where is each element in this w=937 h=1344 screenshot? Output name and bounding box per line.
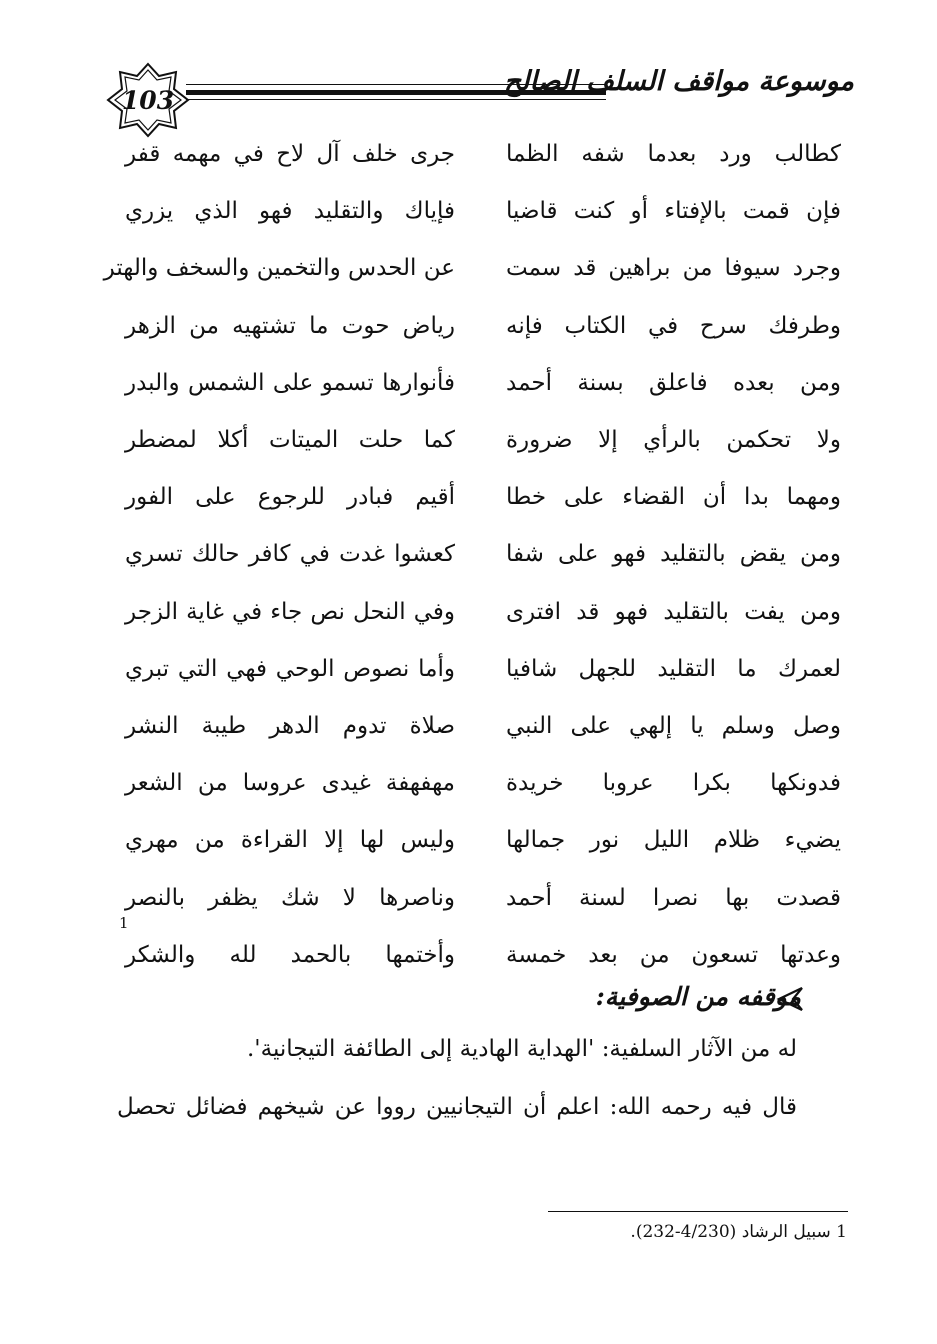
verse-first-hemistich: كطالب ورد بعدما شفه الظما: [506, 141, 841, 167]
verse: [0, 935, 937, 975]
section-heading: موقفه من الصوفية:: [595, 982, 801, 1011]
verse-second-hemistich: كعشوا غدت في كافر حالك تسري: [125, 541, 455, 567]
body-paragraph: قال فيه رحمه الله: اعلم أن التيجانيين رووا عن شيخهم فضائل تحصل: [117, 1094, 797, 1120]
page-number-badge: [106, 62, 190, 138]
verse: [0, 706, 937, 746]
verse-second-hemistich: وأما نصوص الوحي فهي التي تبري: [125, 656, 455, 682]
verse: [0, 820, 937, 860]
verse: [0, 534, 937, 574]
verse: [0, 306, 937, 346]
verse: [0, 878, 937, 918]
verse-first-hemistich: قصدت بها نصرا لسنة أحمد: [506, 885, 841, 911]
verse: [0, 477, 937, 517]
verse-first-hemistich: ومن يقض بالتقليد فهو على شفا: [506, 541, 841, 567]
verse-second-hemistich: كما حلت الميتات أكلا لمضطر: [125, 427, 455, 453]
verse-second-hemistich: فأنوارها تسمو على الشمس والبدر: [125, 370, 455, 396]
verse-second-hemistich: عن الحدس والتخمين والسخف والهتر: [103, 255, 455, 281]
verse-first-hemistich: فدونكها بكرا عروبا خريدة: [506, 770, 841, 796]
verse-second-hemistich: وليس لها إلا القراءة من مهري: [125, 827, 455, 853]
verse-second-hemistich: رياض حوت ما تشتهيه من الزهر: [125, 313, 455, 339]
book-title: موسوعة مواقف السلف الصالح: [503, 66, 854, 97]
verse-first-hemistich: ولا تحكمن بالرأي إلا ضرورة: [506, 427, 841, 453]
verse: [0, 363, 937, 403]
verse-first-hemistich: يضيء ظلام الليل نور جمالها: [506, 827, 841, 853]
verse-first-hemistich: وطرفك سرح في الكتاب فإنه: [506, 313, 841, 339]
verse: [0, 649, 937, 689]
verse: [0, 763, 937, 803]
verse-first-hemistich: وصل وسلم يا إلهي على النبي: [506, 713, 841, 739]
verse-second-hemistich: وفي النحل نص جاء في غاية الزجر: [125, 599, 455, 625]
verse-second-hemistich: صلاة تدوم الدهر طيبة النشر: [125, 713, 455, 739]
body-paragraph: له من الآثار السلفية: 'الهداية الهادية إلى الطائفة التيجانية'.: [246, 1036, 797, 1062]
verse-second-hemistich: فإياك والتقليد فهو الذي يزري: [125, 198, 455, 224]
verse-first-hemistich: لعمرك ما التقليد للجهل شافيا: [506, 656, 841, 682]
verse-second-hemistich: مهفهفة غيدى عروسا من الشعر: [125, 770, 455, 796]
verse-first-hemistich: وعدتها تسعون من بعد خمسة: [506, 942, 841, 968]
verse: [0, 134, 937, 174]
verse-first-hemistich: ومن يفت بالتقليد فهو قد افترى: [506, 599, 841, 625]
footnote-separator: [548, 1211, 848, 1212]
verse: [0, 592, 937, 632]
header-rule-bottom: [186, 99, 606, 100]
verse-first-hemistich: فإن قمت بالإفتاء أو كنت قاضيا: [506, 198, 841, 224]
verse-first-hemistich: ومهما بدا أن القضاء على خطا: [506, 484, 841, 510]
verse: [0, 191, 937, 231]
verse-second-hemistich: جرى خلف آل لاح في مهمه قفر: [125, 141, 455, 167]
page-number: 103: [121, 86, 175, 115]
verse-first-hemistich: ومن بعده فاعلق بسنة أحمد: [506, 370, 841, 396]
verse-second-hemistich: أقيم فبادر للرجوع على الفور: [125, 484, 455, 510]
verse: [0, 248, 937, 288]
verse: [0, 420, 937, 460]
verse-second-hemistich: وأختمها بالحمد لله والشكر: [125, 942, 455, 968]
verse-second-hemistich: وناصرها لا شك يظفر بالنصر: [125, 885, 455, 911]
verse-first-hemistich: وجرد سيوفا من براهين قد سمت: [506, 255, 841, 281]
footnote-reference-marker: 1: [119, 914, 129, 932]
footnote: 1 سبيل الرشاد (4/230-232).: [630, 1222, 847, 1242]
